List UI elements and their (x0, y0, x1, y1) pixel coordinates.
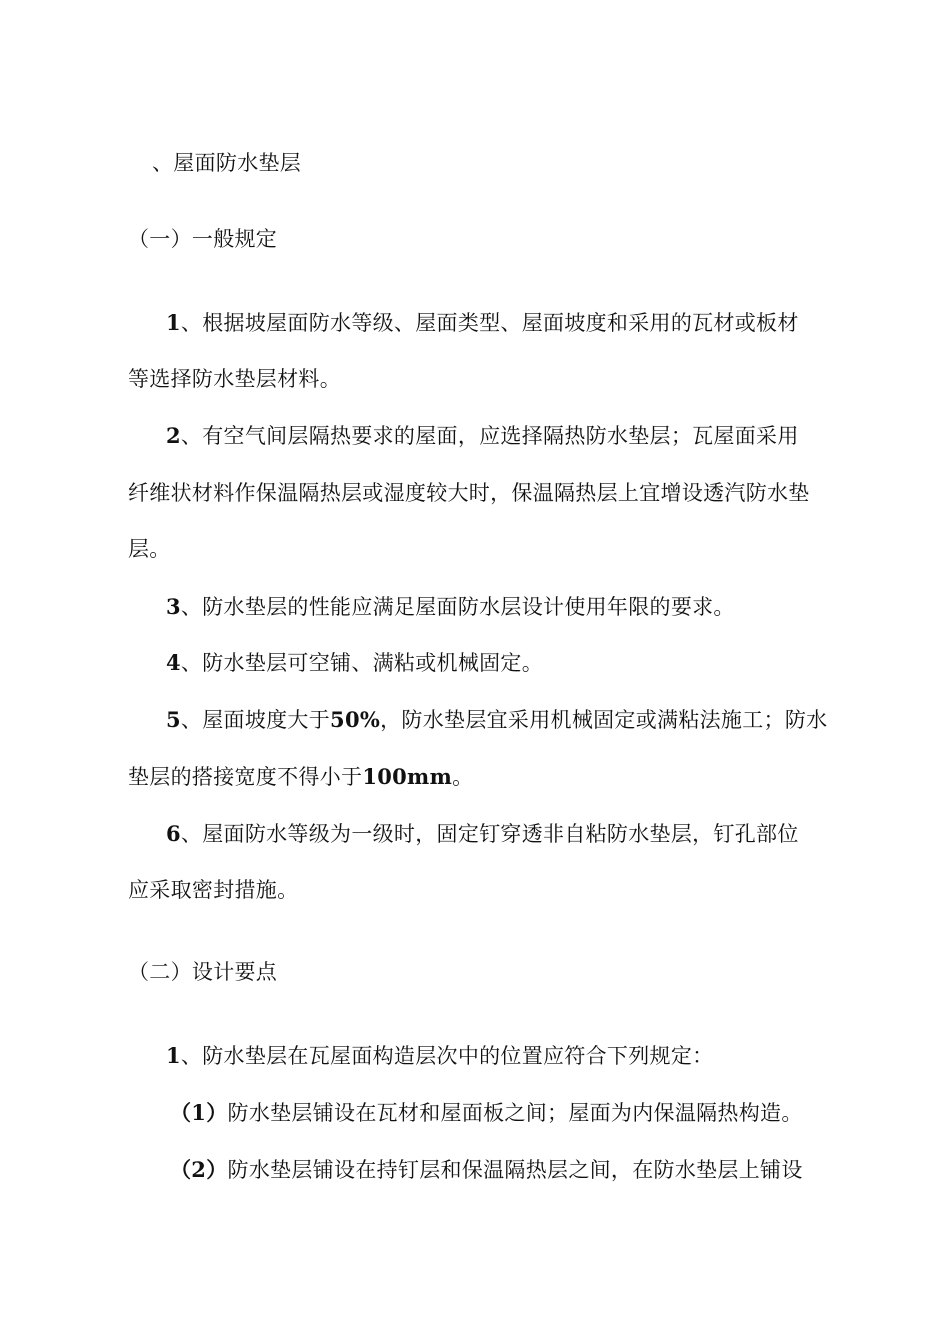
item-text: 防水垫层铺设在瓦材和屋面板之间；屋面为内保温隔热构造。 (227, 1101, 803, 1125)
item-separator: 、 (180, 311, 203, 335)
item-text: 屋面坡度大于 (202, 708, 331, 732)
item-text: 有空气间层隔热要求的屋面，应选择隔热防水垫层；瓦屋面采用 (202, 424, 799, 448)
item-number: 2 (166, 423, 181, 448)
subsection-heading-general: （一）一般规定 (128, 227, 278, 251)
item-separator: 、 (180, 1044, 203, 1068)
item-text: 防水垫层铺设在持钉层和保温隔热层之间，在防水垫层上铺设 (227, 1158, 803, 1182)
paragraph-line (170, 1156, 803, 1184)
paragraph-line (166, 309, 799, 337)
item-text: 防水垫层可空铺、满粘或机械固定。 (202, 651, 544, 675)
paragraph-line (166, 820, 799, 848)
item-separator: 、 (180, 822, 203, 846)
item-text: 防水垫层在瓦屋面构造层次中的位置应符合下列规定： (202, 1044, 714, 1068)
paragraph-line (166, 422, 799, 450)
item-separator: 、 (180, 708, 203, 732)
paragraph-line (170, 1099, 803, 1127)
paragraph-line: 纤维状材料作保温隔热层或湿度较大时，保温隔热层上宜增设透汽防水垫 (128, 481, 810, 505)
item-text: 。 (452, 765, 474, 789)
paragraph-line (166, 1042, 713, 1070)
paragraph-line: 应采取密封措施。 (128, 878, 299, 902)
item-text: 垫层的搭接宽度不得小于 (128, 765, 363, 789)
item-text: 防水垫层的性能应满足屋面防水层设计使用年限的要求。 (202, 595, 735, 619)
item-text: 根据坡屋面防水等级、屋面类型、屋面坡度和采用的瓦材或板材 (202, 311, 799, 335)
item-text: ，防水垫层宜采用机械固定或满粘法施工；防水 (380, 708, 828, 732)
paragraph-line: 等选择防水垫层材料。 (128, 367, 341, 391)
paragraph-line (166, 649, 543, 677)
item-number: 1 (166, 310, 181, 335)
item-number: （1） (170, 1100, 228, 1125)
item-separator: 、 (180, 651, 203, 675)
paragraph-line: 层。 (128, 537, 171, 561)
paragraph-line (166, 706, 827, 734)
item-number: （2） (170, 1157, 228, 1182)
section-title: 、屋面防水垫层 (152, 151, 302, 175)
item-number: 1 (166, 1043, 181, 1068)
overlap-width-value: 100mm (362, 764, 453, 789)
item-number: 6 (166, 821, 181, 846)
paragraph-line (166, 593, 735, 621)
item-separator: 、 (180, 424, 203, 448)
item-number: 3 (166, 594, 181, 619)
subsection-heading-design: （二）设计要点 (128, 960, 278, 984)
paragraph-line (128, 763, 473, 791)
item-text: 屋面防水等级为一级时，固定钉穿透非自粘防水垫层，钉孔部位 (202, 822, 799, 846)
item-number: 5 (166, 707, 181, 732)
item-separator: 、 (180, 595, 203, 619)
item-number: 4 (166, 650, 181, 675)
slope-value: 50% (330, 707, 381, 732)
